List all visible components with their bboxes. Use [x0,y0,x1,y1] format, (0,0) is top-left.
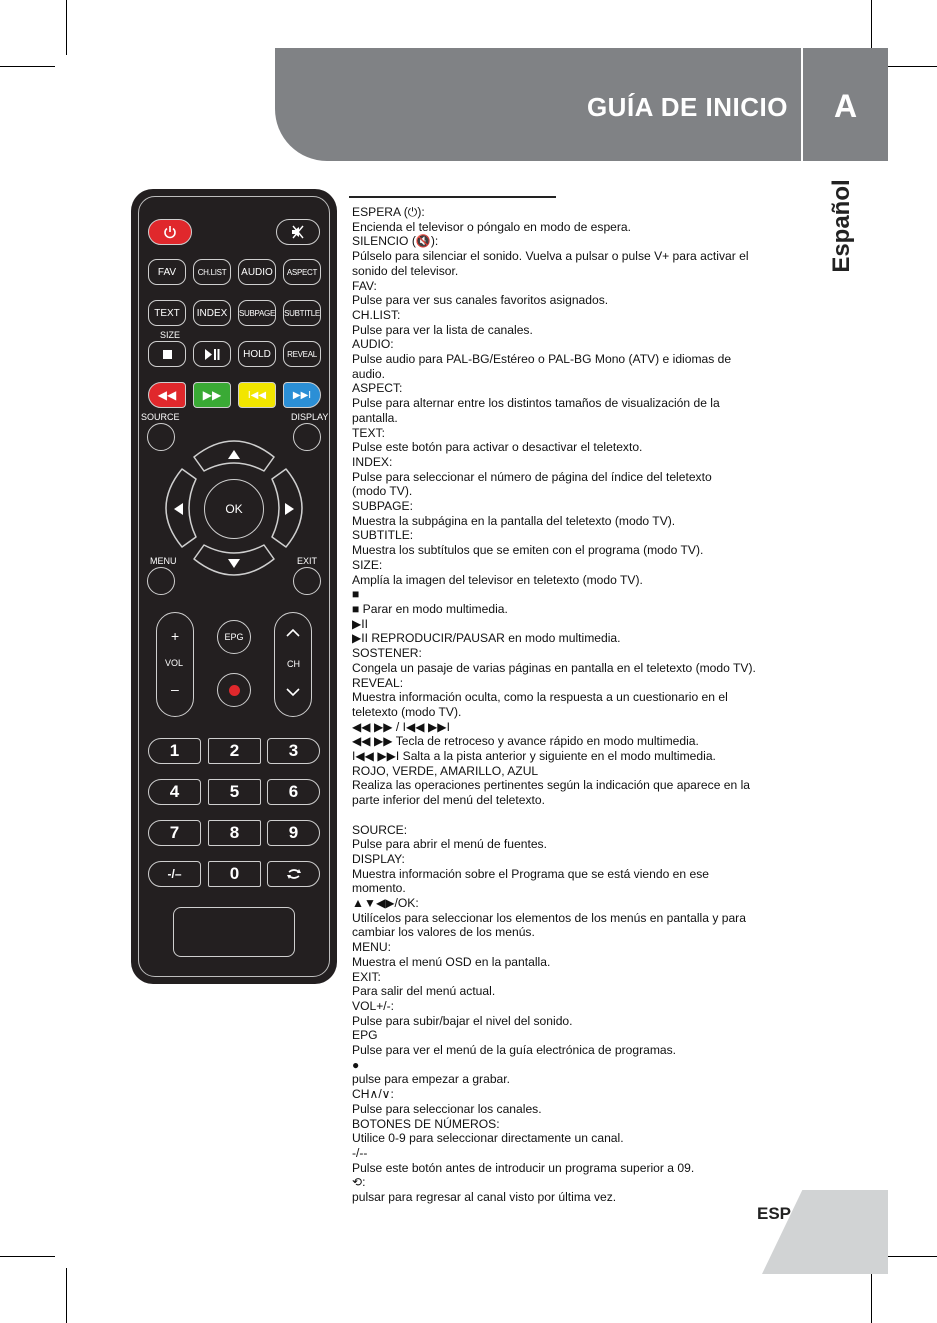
channel-rocker[interactable] [274,612,312,717]
description-line: Pulse este botón antes de introducir un programa superior a 09. [352,1160,695,1175]
chevron-up-icon [286,628,300,637]
description-line: ▶II REPRODUCIR/PAUSAR en modo multimedia. [352,631,621,646]
footer-shape [762,1190,888,1274]
subpage-button[interactable]: SUBPAGE [238,300,276,326]
description-line: pulse para empezar a grabar. [352,1072,510,1087]
stop-button[interactable] [148,341,186,367]
blue-button[interactable] [283,382,321,408]
description-line: parte inferior del menú del teletexto. [352,793,545,808]
description-line: ◀◀ ▶▶ / I◀◀ ▶▶I [352,719,450,734]
description-line: pulsar para regresar al canal visto por última vez. [352,1190,617,1205]
menu-button[interactable] [147,567,175,595]
description-line: CH.LIST: [352,307,401,322]
number-button[interactable]: 4 [148,779,201,805]
crop-mark [66,0,67,55]
description-line: Encienda el televisor o póngalo en modo de espera. [352,219,632,234]
description-line: Púlselo para silenciar el sonido. Vuelva a pulsar o pulse V+ para activar el [352,249,749,264]
description-line: Pulse para seleccionar el número de página del índice del teletexto [352,469,712,484]
size-label: SIZE [160,330,181,340]
crop-mark [882,1256,937,1257]
description-line: Pulse para ver sus canales favoritos asignados. [352,293,609,308]
stop-icon [163,350,172,359]
crop-mark [871,1268,872,1323]
description-line: SOURCE: [352,822,408,837]
description-line: VOL+/-: [352,998,395,1013]
exit-button[interactable] [293,567,321,595]
description-line: teletexto (modo TV). [352,704,462,719]
description-line: ASPECT: [352,381,403,396]
description-line: FAV: [352,278,377,293]
yellow-button[interactable] [238,382,276,408]
description-line: EPG [352,1028,378,1043]
description-line: EXIT: [352,969,381,984]
number-button[interactable]: 9 [267,820,320,846]
description-line: Pulse audio para PAL-BG/Estéreo o PAL-BG Mono (ATV) e idiomas de [352,352,732,367]
crop-mark [66,1268,67,1323]
description-line: Pulse para alternar entre los distintos tamaños de visualización de la [352,396,720,411]
description-line: ESPERA (⏻): [352,205,425,219]
description-line: -/-- [352,1145,368,1160]
audio-button[interactable]: AUDIO [238,259,276,285]
description-line: ⟲: [352,1175,366,1190]
source-label: SOURCE [141,412,180,422]
description-line: (modo TV). [352,484,413,499]
play-pause-button[interactable] [193,341,231,367]
description-line: Muestra el menú OSD en la pantalla. [352,954,551,969]
number-button[interactable]: 2 [208,738,261,764]
play-pause-icon [204,349,220,360]
description-line: pantalla. [352,410,398,425]
description-line: I◀◀ ▶▶I Salta a la pista anterior y siguiente en el modo multimedia. [352,749,716,764]
crop-mark [882,66,937,67]
fav-button[interactable]: FAV [148,259,186,285]
text-button[interactable]: TEXT [148,300,186,326]
ok-button[interactable]: OK [204,479,264,539]
chevron-down-icon [286,688,300,697]
crop-mark [0,1256,55,1257]
description-line: ▲▼◀▶/OK: [352,896,419,911]
zero-button[interactable]: 0 [208,861,261,887]
description-line: Pulse este botón para activar o desactivar el teletexto. [352,440,643,455]
number-button[interactable]: 3 [267,738,320,764]
description-line: REVEAL: [352,675,404,690]
description-line: Realiza las operaciones pertinentes según la indicación que aparece en la [352,778,751,793]
number-button[interactable]: 5 [208,779,261,805]
description-line: Muestra información sobre el Programa que se está viendo en ese [352,866,709,881]
chlist-button[interactable]: CH.LIST [193,259,231,285]
rewind-icon: ◀◀ [157,388,177,402]
display-label: DISPLAY [291,412,329,422]
vol-plus-label: + [171,628,180,644]
description-line: ■ [352,587,360,602]
reveal-button[interactable]: REVEAL [283,341,321,367]
description-line: DISPLAY: [352,851,405,866]
mute-icon [290,225,306,239]
section-letter: A [833,88,858,124]
description-line: Pulse para ver el menú de la guía electrónica de programas. [352,1043,677,1058]
description-line: MENU: [352,940,391,955]
description-line: SILENCIO (🔇): [352,234,439,249]
section-rule [349,196,556,198]
description-line: ● [352,1057,360,1072]
vol-minus-label: – [171,681,179,697]
description-line: Pulse para ver la lista de canales. [352,322,533,337]
recall-icon [286,868,302,880]
number-button[interactable]: 6 [267,779,320,805]
volume-rocker[interactable] [156,612,194,717]
button-descriptions [352,205,777,1205]
description-line: Para salir del menú actual. [352,984,496,999]
green-button[interactable] [193,382,231,408]
vol-label: VOL [165,658,184,668]
description-line: cambiar los valores de los menús. [352,925,535,940]
description-line: SUBPAGE: [352,499,413,514]
record-icon [229,685,240,696]
description-line: SUBTITLE: [352,528,414,543]
description-line: Congela un pasaje de varias páginas en pantalla en el teletexto (modo TV). [352,660,756,675]
description-line: Utilícelos para seleccionar los elementos de los menús en pantalla y para [352,910,746,925]
description-line: ■ Parar en modo multimedia. [352,601,508,616]
menu-label: MENU [150,556,177,566]
epg-button[interactable]: EPG [217,620,251,654]
red-button[interactable] [148,382,186,408]
number-button[interactable]: 8 [208,820,261,846]
page-title: GUÍA DE INICIO [586,92,788,122]
description-line: Muestra los subtítulos que se emiten con el programa (modo TV). [352,543,704,558]
description-line: sonido del televisor. [352,263,459,278]
mute-button[interactable] [276,219,320,245]
recall-button[interactable] [267,861,320,887]
dash-button[interactable]: -/– [148,861,201,887]
description-line: audio. [352,366,385,381]
description-line: ▶II [352,616,369,631]
number-button[interactable]: 7 [148,820,201,846]
power-button[interactable] [148,219,192,245]
power-icon [163,225,177,239]
number-button[interactable]: 1 [148,738,201,764]
description-line: ROJO, VERDE, AMARILLO, AZUL [352,763,539,778]
previous-track-icon: I◀◀ [247,389,267,401]
description-line: SIZE: [352,557,383,572]
description-line: BOTONES DE NÚMEROS: [352,1116,500,1131]
description-line: Pulse para abrir el menú de fuentes. [352,837,547,852]
subtitle-button[interactable]: SUBTITLE [283,300,321,326]
index-button[interactable]: INDEX [193,300,231,326]
description-line: Muestra información oculta, como la respuesta a un cuestionario en el [352,690,728,705]
hold-button[interactable]: HOLD [238,341,276,367]
ir-window [173,907,295,957]
exit-label: EXIT [297,556,318,566]
footer-label: ESP [757,1204,792,1223]
description-line: TEXT: [352,425,385,440]
aspect-button[interactable]: ASPECT [283,259,321,285]
description-line: AUDIO: [352,337,394,352]
crop-mark [871,0,872,55]
language-tab [822,176,862,276]
crop-mark [0,66,55,67]
ch-label: CH [287,659,300,669]
description-line: SOSTENER: [352,646,422,661]
description-line: Utilice 0-9 para seleccionar directamente un canal. [352,1131,624,1146]
description-line [352,808,777,823]
description-line: Amplía la imagen del televisor en teletexto (modo TV). [352,572,643,587]
description-line: momento. [352,881,406,896]
description-line: CH∧/∨: [352,1087,394,1102]
description-line: INDEX: [352,454,393,469]
record-button[interactable] [217,673,251,707]
description-line: ◀◀ ▶▶ Tecla de retroceso y avance rápido en modo multimedia. [352,734,699,749]
next-track-icon: ▶▶I [292,389,312,401]
description-line: Pulse para seleccionar los canales. [352,1101,542,1116]
fast-forward-icon: ▶▶ [202,388,222,402]
language-label: Español [828,179,855,273]
description-line: Muestra la subpágina en la pantalla del teletexto (modo TV). [352,513,676,528]
description-line: Pulse para subir/bajar el nivel del sonido. [352,1013,573,1028]
